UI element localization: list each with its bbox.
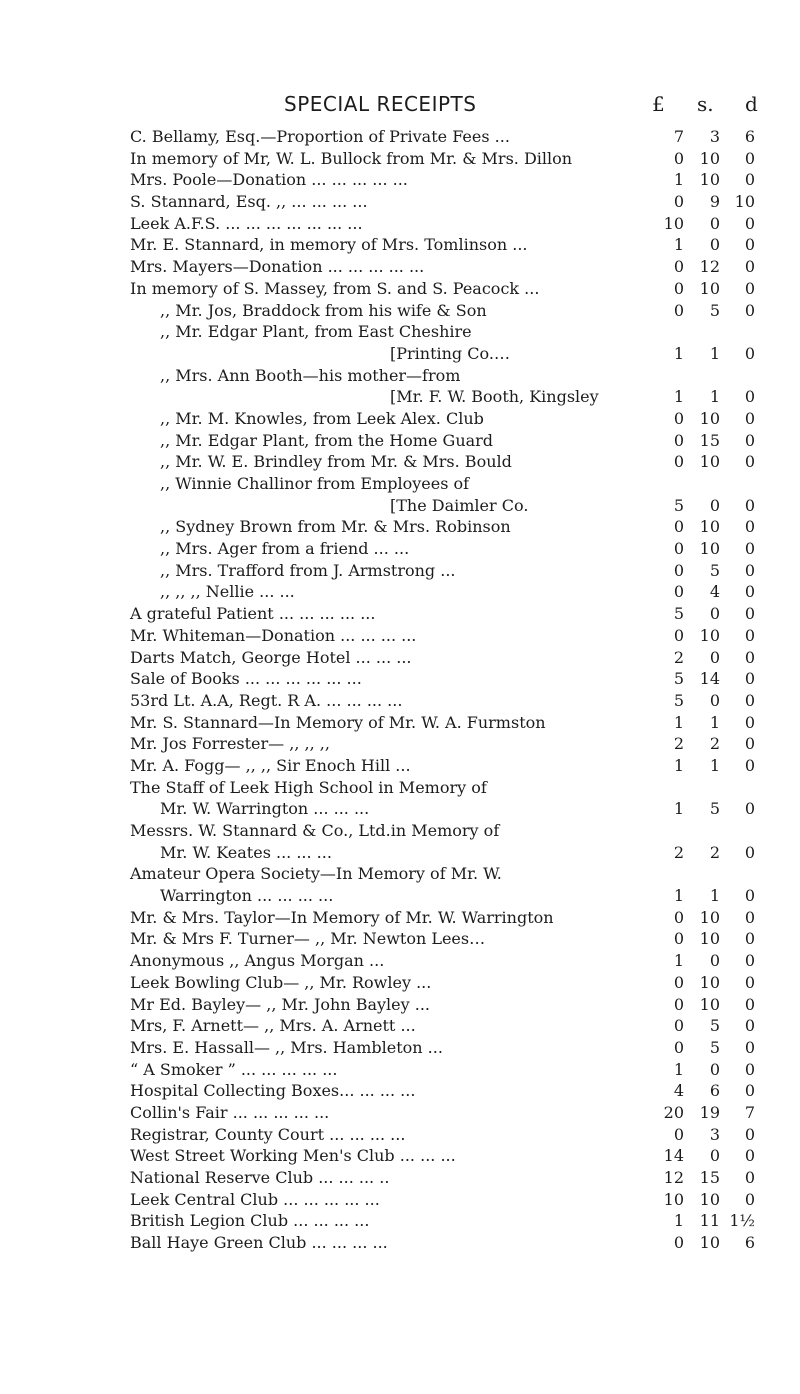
- receipt-description: Leek Bowling Club— ,, Mr. Rowley ...: [130, 972, 432, 992]
- table-row: [0, 1037, 800, 1059]
- receipt-description: A grateful Patient ... ... ... ... ...: [130, 604, 376, 624]
- amount-shillings: 14: [699, 669, 720, 689]
- receipt-description: S. Stannard, Esq. ,, ... ... ... ...: [130, 192, 368, 212]
- amount-pence: 1½: [729, 1211, 755, 1231]
- amount-pence: 0: [744, 1016, 755, 1036]
- table-row: [0, 126, 800, 148]
- amount-pounds: 1: [673, 799, 684, 819]
- amount-shillings: 0: [709, 495, 720, 515]
- table-row: [0, 712, 800, 734]
- amount-pence: 0: [744, 300, 755, 320]
- amount-pounds: 0: [673, 148, 684, 168]
- amount-shillings: 10: [699, 994, 720, 1014]
- receipt-description: ,, Sydney Brown from Mr. & Mrs. Robinson: [160, 517, 511, 537]
- amount-pounds: 5: [673, 669, 684, 689]
- receipt-description: Mr. A. Fogg— ,, ,, Sir Enoch Hill ...: [130, 755, 411, 775]
- table-row: [0, 1167, 800, 1189]
- receipt-description: Mrs. Mayers—Donation ... ... ... ... ...: [130, 257, 425, 277]
- amount-pounds: 2: [673, 647, 684, 667]
- amount-pounds: 5: [673, 690, 684, 710]
- table-row: [0, 213, 800, 235]
- amount-shillings: 5: [709, 1016, 720, 1036]
- amount-shillings: 0: [709, 690, 720, 710]
- amount-shillings: 1: [709, 712, 720, 732]
- amount-pounds: 0: [673, 430, 684, 450]
- table-row: [0, 538, 800, 560]
- table-row: [0, 798, 800, 820]
- amount-shillings: 5: [709, 1037, 720, 1057]
- receipt-description: ,, Mr. Jos, Braddock from his wife & Son: [160, 300, 487, 320]
- amount-shillings: 19: [699, 1102, 720, 1122]
- amount-shillings: 1: [709, 886, 720, 906]
- table-row: [0, 169, 800, 191]
- table-row: [0, 885, 800, 907]
- amount-pence: 0: [744, 951, 755, 971]
- table-row: [0, 430, 800, 452]
- amount-shillings: 0: [709, 235, 720, 255]
- amount-shillings: 2: [709, 734, 720, 754]
- amount-pounds: 20: [663, 1102, 684, 1122]
- amount-pence: 0: [744, 408, 755, 428]
- amount-pence: 0: [744, 387, 755, 407]
- amount-pence: 7: [744, 1102, 755, 1122]
- amount-shillings: 2: [709, 842, 720, 862]
- table-row: [0, 256, 800, 278]
- receipt-description: Leek Central Club ... ... ... ... ...: [130, 1189, 380, 1209]
- receipt-description: Mr. Jos Forrester— ,, ,, ,,: [130, 734, 330, 754]
- amount-pounds: 0: [673, 972, 684, 992]
- amount-pounds: 1: [673, 755, 684, 775]
- amount-pounds: 1: [673, 387, 684, 407]
- amount-shillings: 10: [699, 148, 720, 168]
- amount-pence: 0: [744, 1124, 755, 1144]
- amount-pounds: 0: [673, 539, 684, 559]
- table-row: [0, 300, 800, 322]
- amount-pence: 0: [744, 257, 755, 277]
- column-header-shillings: s.: [697, 92, 714, 116]
- amount-shillings: 12: [699, 257, 720, 277]
- amount-pence: 0: [744, 213, 755, 233]
- receipt-description: Mr. & Mrs F. Turner— ,, Mr. Newton Lees…: [130, 929, 486, 949]
- table-row: [0, 603, 800, 625]
- amount-shillings: 10: [699, 539, 720, 559]
- amount-pence: 0: [744, 517, 755, 537]
- amount-pence: 0: [744, 1081, 755, 1101]
- receipt-description: Mr. W. Warrington ... ... ...: [160, 799, 370, 819]
- receipt-description: Mr. W. Keates ... ... ...: [160, 842, 332, 862]
- table-row: [0, 1124, 800, 1146]
- receipt-description: Mr. E. Stannard, in memory of Mrs. Tomlinson ...: [130, 235, 528, 255]
- receipt-description: West Street Working Men's Club ... ... ...: [130, 1146, 456, 1166]
- receipt-description: Mrs. E. Hassall— ,, Mrs. Hambleton ...: [130, 1037, 443, 1057]
- amount-shillings: 1: [709, 343, 720, 363]
- table-row: [0, 625, 800, 647]
- table-row: [0, 1145, 800, 1167]
- amount-shillings: 10: [699, 1189, 720, 1209]
- amount-shillings: 0: [709, 213, 720, 233]
- receipt-description: Mr. Whiteman—Donation ... ... ... ...: [130, 625, 417, 645]
- amount-pence: 0: [744, 170, 755, 190]
- table-row: [0, 343, 800, 365]
- receipt-description: ,, Mr. Edgar Plant, from East Cheshire: [160, 322, 472, 342]
- amount-pounds: 1: [673, 886, 684, 906]
- amount-pence: 0: [744, 842, 755, 862]
- amount-pounds: 14: [663, 1146, 684, 1166]
- table-row: [0, 972, 800, 994]
- receipt-description: Mr. & Mrs. Taylor—In Memory of Mr. W. Warrington: [130, 907, 554, 927]
- amount-shillings: 10: [699, 170, 720, 190]
- table-row: [0, 495, 800, 517]
- amount-pounds: 0: [673, 1016, 684, 1036]
- receipt-description: In memory of Mr, W. L. Bullock from Mr. & Mrs. Dillon: [130, 148, 573, 168]
- receipt-description: In memory of S. Massey, from S. and S. Peacock ...: [130, 278, 540, 298]
- amount-shillings: 5: [709, 300, 720, 320]
- amount-pounds: 1: [673, 1211, 684, 1231]
- amount-pounds: 2: [673, 842, 684, 862]
- amount-pounds: 0: [673, 1233, 684, 1253]
- amount-pence: 0: [744, 669, 755, 689]
- table-row: [0, 516, 800, 538]
- receipts-list: [0, 126, 800, 1254]
- table-row: [0, 647, 800, 669]
- amount-pence: 0: [744, 907, 755, 927]
- receipt-description: “ A Smoker ” ... ... ... ... ...: [130, 1059, 338, 1079]
- amount-pounds: 0: [673, 929, 684, 949]
- amount-pounds: 0: [673, 1037, 684, 1057]
- amount-pence: 6: [744, 1233, 755, 1253]
- amount-pence: 0: [744, 625, 755, 645]
- receipt-description: Mrs, F. Arnett— ,, Mrs. A. Arnett ...: [130, 1016, 416, 1036]
- amount-shillings: 10: [699, 1233, 720, 1253]
- amount-pounds: 0: [673, 452, 684, 472]
- amount-shillings: 3: [709, 127, 720, 146]
- amount-pence: 0: [744, 539, 755, 559]
- amount-pence: 0: [744, 452, 755, 472]
- receipt-description: Collin's Fair ... ... ... ... ...: [130, 1102, 330, 1122]
- amount-shillings: 5: [709, 560, 720, 580]
- amount-pence: 0: [744, 647, 755, 667]
- page-header: [0, 92, 800, 122]
- amount-pounds: 0: [673, 625, 684, 645]
- amount-pounds: 0: [673, 907, 684, 927]
- amount-pounds: 1: [673, 951, 684, 971]
- receipt-description: ,, Mr. W. E. Brindley from Mr. & Mrs. Bould: [160, 452, 512, 472]
- amount-shillings: 10: [699, 625, 720, 645]
- receipt-description: Mr Ed. Bayley— ,, Mr. John Bayley ...: [130, 994, 431, 1014]
- amount-pounds: 5: [673, 604, 684, 624]
- receipt-description: C. Bellamy, Esq.—Proportion of Private Fees ...: [130, 127, 510, 146]
- amount-pence: 0: [744, 343, 755, 363]
- table-row: [0, 1102, 800, 1124]
- amount-shillings: 6: [709, 1081, 720, 1101]
- amount-pounds: 0: [673, 1124, 684, 1144]
- table-row: [0, 777, 800, 799]
- receipt-description: [Mr. F. W. Booth, Kingsley: [390, 387, 599, 407]
- amount-pounds: 2: [673, 734, 684, 754]
- receipt-description: ,, Winnie Challinor from Employees of: [160, 474, 470, 493]
- receipt-description: [The Daimler Co.: [390, 495, 529, 515]
- table-row: [0, 1210, 800, 1232]
- receipt-description: 53rd Lt. A.A, Regt. R A. ... ... ... ...: [130, 690, 403, 710]
- receipt-description: British Legion Club ... ... ... ...: [130, 1211, 370, 1231]
- amount-shillings: 0: [709, 604, 720, 624]
- amount-pounds: 5: [673, 495, 684, 515]
- receipt-description: Sale of Books ... ... ... ... ... ...: [130, 669, 362, 689]
- amount-pence: 0: [744, 495, 755, 515]
- amount-pounds: 1: [673, 170, 684, 190]
- amount-pounds: 10: [663, 213, 684, 233]
- amount-pence: 0: [744, 604, 755, 624]
- amount-pence: 0: [744, 886, 755, 906]
- amount-shillings: 15: [699, 430, 720, 450]
- table-row: [0, 733, 800, 755]
- receipt-description: ,, Mrs. Ager from a friend ... ...: [160, 539, 410, 559]
- amount-pence: 0: [744, 560, 755, 580]
- amount-pence: 0: [744, 1189, 755, 1209]
- table-row: [0, 560, 800, 582]
- column-header-pounds: £: [652, 92, 665, 116]
- amount-pounds: 0: [673, 257, 684, 277]
- table-row: [0, 191, 800, 213]
- amount-pence: 0: [744, 712, 755, 732]
- amount-pence: 0: [744, 148, 755, 168]
- receipt-description: [Printing Co.…: [390, 343, 510, 363]
- receipt-description: Anonymous ,, Angus Morgan ...: [130, 951, 385, 971]
- amount-pounds: 1: [673, 343, 684, 363]
- amount-pence: 0: [744, 994, 755, 1014]
- amount-shillings: 0: [709, 647, 720, 667]
- table-row: [0, 1232, 800, 1254]
- amount-pence: 0: [744, 929, 755, 949]
- table-row: [0, 473, 800, 495]
- amount-shillings: 4: [709, 582, 720, 602]
- table-row: [0, 668, 800, 690]
- amount-pounds: 0: [673, 517, 684, 537]
- receipt-description: Ball Haye Green Club ... ... ... ...: [130, 1233, 388, 1253]
- table-row: [0, 820, 800, 842]
- amount-pence: 0: [744, 430, 755, 450]
- table-row: [0, 1189, 800, 1211]
- table-row: [0, 994, 800, 1016]
- amount-pounds: 7: [673, 127, 684, 146]
- table-row: [0, 365, 800, 387]
- receipt-description: Amateur Opera Society—In Memory of Mr. W.: [130, 864, 502, 884]
- amount-shillings: 10: [699, 408, 720, 428]
- amount-pence: 0: [744, 1037, 755, 1057]
- receipt-description: Warrington ... ... ... ...: [160, 886, 334, 906]
- receipt-description: ,, Mr. M. Knowles, from Leek Alex. Club: [160, 408, 484, 428]
- table-row: [0, 907, 800, 929]
- amount-shillings: 1: [709, 387, 720, 407]
- table-row: [0, 1015, 800, 1037]
- amount-pence: 0: [744, 1168, 755, 1187]
- amount-pounds: 0: [673, 994, 684, 1014]
- amount-pence: 10: [734, 192, 755, 212]
- table-row: [0, 408, 800, 430]
- amount-shillings: 9: [709, 192, 720, 212]
- table-row: [0, 148, 800, 170]
- amount-pounds: 12: [663, 1168, 684, 1187]
- table-row: [0, 1059, 800, 1081]
- receipt-description: Mr. S. Stannard—In Memory of Mr. W. A. Furmston: [130, 712, 546, 732]
- amount-pence: 0: [744, 235, 755, 255]
- amount-shillings: 10: [699, 517, 720, 537]
- table-row: [0, 1080, 800, 1102]
- amount-pence: 0: [744, 799, 755, 819]
- amount-pounds: 1: [673, 235, 684, 255]
- receipt-description: Registrar, County Court ... ... ... ...: [130, 1124, 406, 1144]
- receipt-description: Hospital Collecting Boxes... ... ... ...: [130, 1081, 416, 1101]
- amount-pounds: 0: [673, 408, 684, 428]
- amount-pence: 0: [744, 755, 755, 775]
- amount-pounds: 0: [673, 278, 684, 298]
- amount-shillings: 5: [709, 799, 720, 819]
- receipt-description: Leek A.F.S. ... ... ... ... ... ... ...: [130, 213, 363, 233]
- amount-shillings: 0: [709, 951, 720, 971]
- table-row: [0, 386, 800, 408]
- amount-pence: 0: [744, 582, 755, 602]
- amount-shillings: 0: [709, 1146, 720, 1166]
- amount-pence: 6: [744, 127, 755, 146]
- receipt-description: ,, Mr. Edgar Plant, from the Home Guard: [160, 430, 494, 450]
- table-row: [0, 928, 800, 950]
- table-row: [0, 321, 800, 343]
- amount-pounds: 10: [663, 1189, 684, 1209]
- amount-pounds: 0: [673, 192, 684, 212]
- page-title: SPECIAL RECEIPTS: [284, 92, 477, 116]
- receipt-description: Darts Match, George Hotel ... ... ...: [130, 647, 412, 667]
- receipt-description: ,, Mrs. Trafford from J. Armstrong ...: [160, 560, 456, 580]
- table-row: [0, 950, 800, 972]
- table-row: [0, 755, 800, 777]
- amount-pounds: 4: [673, 1081, 684, 1101]
- table-row: [0, 690, 800, 712]
- table-row: [0, 278, 800, 300]
- amount-shillings: 15: [699, 1168, 720, 1187]
- table-row: [0, 863, 800, 885]
- receipt-description: National Reserve Club ... ... ... ..: [130, 1168, 390, 1187]
- receipt-description: Mrs. Poole—Donation ... ... ... ... ...: [130, 170, 408, 190]
- amount-shillings: 0: [709, 1059, 720, 1079]
- amount-shillings: 11: [699, 1211, 720, 1231]
- amount-shillings: 10: [699, 929, 720, 949]
- table-row: [0, 842, 800, 864]
- table-row: [0, 451, 800, 473]
- receipt-description: ,, ,, ,, Nellie ... ...: [160, 582, 295, 602]
- amount-pounds: 0: [673, 300, 684, 320]
- amount-pence: 0: [744, 972, 755, 992]
- amount-shillings: 1: [709, 755, 720, 775]
- amount-pence: 0: [744, 1059, 755, 1079]
- column-header-pence: d: [745, 92, 758, 116]
- amount-shillings: 10: [699, 907, 720, 927]
- amount-pence: 0: [744, 1146, 755, 1166]
- amount-pounds: 0: [673, 560, 684, 580]
- amount-pounds: 1: [673, 712, 684, 732]
- table-row: [0, 234, 800, 256]
- receipt-description: The Staff of Leek High School in Memory of: [130, 777, 487, 797]
- amount-pence: 0: [744, 690, 755, 710]
- amount-shillings: 10: [699, 278, 720, 298]
- amount-pence: 0: [744, 734, 755, 754]
- amount-pence: 0: [744, 278, 755, 298]
- amount-shillings: 10: [699, 452, 720, 472]
- amount-shillings: 3: [709, 1124, 720, 1144]
- table-row: [0, 581, 800, 603]
- receipt-description: Messrs. W. Stannard & Co., Ltd.in Memory of: [130, 821, 500, 840]
- receipt-description: ,, Mrs. Ann Booth—his mother—from: [160, 365, 461, 385]
- amount-shillings: 10: [699, 972, 720, 992]
- amount-pounds: 1: [673, 1059, 684, 1079]
- amount-pounds: 0: [673, 582, 684, 602]
